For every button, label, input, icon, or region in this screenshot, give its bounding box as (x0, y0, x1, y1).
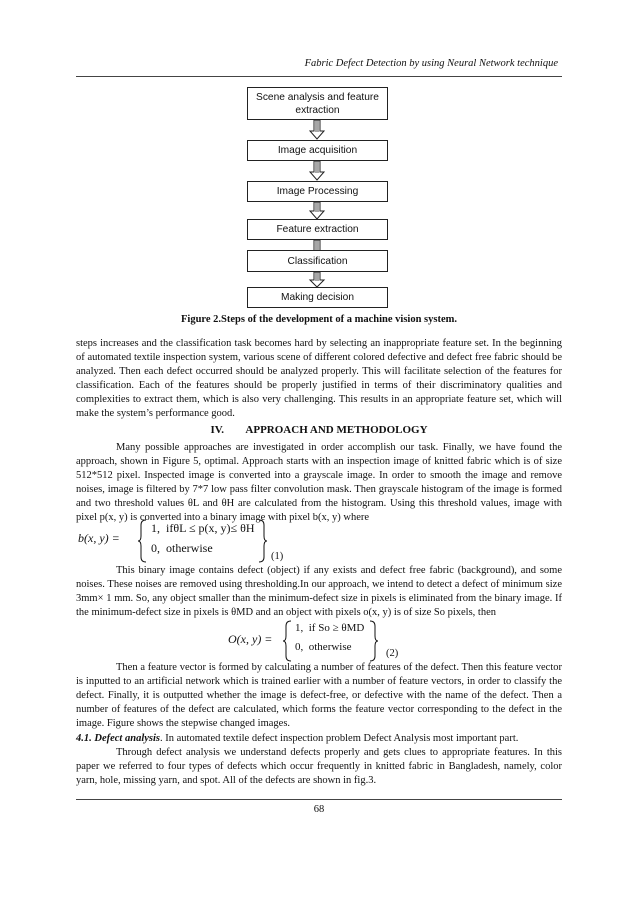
paragraph: This binary image contains defect (object) if any exists and defect free fabric (background), and some noises. These noises are removed using thresholding.In our approach, we intend to detect a defect of minimum size 3mm× 1 mm. So, any object smaller than the minimum-defect size in pixels is eliminated from the binary image. If the minimum-defect size in pixels is θMD and an object with pixels o(x, y) is of size So pixels, then (76, 565, 562, 619)
flow-step-feature-extraction: Feature extraction (247, 219, 388, 240)
equation-case-2: 0, otherwise (295, 641, 352, 653)
page-number: 68 (313, 804, 325, 815)
flow-step-image-acquisition: Image acquisition (247, 140, 388, 161)
paragraph-text: . In automated textile defect inspection problem Defect Analysis most important part. (160, 733, 519, 744)
left-brace-icon (282, 620, 292, 662)
equation-case-1: 1, if So ≥ θMD (295, 622, 365, 634)
down-arrow-icon (306, 272, 328, 288)
equation-number: (1) (271, 551, 284, 562)
right-brace-icon (258, 519, 268, 563)
equation-lhs: b(x, y) = (78, 531, 120, 545)
paragraph: Then a feature vector is formed by calculating a number of features of the defect. Then this feature vector is inputted to an artificial network which is trained earlier with a number of feature vectors, in order to classify the defect. Finally, it is outputted whether the image is defect-free, or defective with the name of the defect. Then a number of features of the defect are calculated, which forms the feature vector corresponding to the defect in the image. Figure shows the stepwise changed images. (76, 662, 562, 730)
flow-step-scene-analysis: Scene analysis and feature extraction (247, 87, 388, 120)
paragraph: steps increases and the classification task becomes hard by selecting an inappropriate feature set. In the beginning of automated textile inspection system, various scene of different colored defective and defect free fabric should be analyzed. Then each defect occurred should be analyzed properly. This will facilitate selection of the features for classification. Each of the features should be properly justified in terms of their discriminatory qualities and complexities to extract them, which is also very challenging. This results in an appropriate feature set, which will make the system’s performance good. (76, 338, 562, 420)
equation-case-1: 1, ifθL ≤ p(x, y)≤ θH (151, 521, 255, 535)
figure-caption: Figure 2.Steps of the development of a machine vision system. (181, 314, 457, 325)
subsection-heading: 4.1. Defect analysis (76, 733, 160, 744)
paragraph (76, 732, 562, 746)
equation-case-2: 0, otherwise (151, 541, 213, 555)
down-arrow-icon (306, 161, 328, 181)
down-arrow-icon (306, 202, 328, 220)
running-header: Fabric Defect Detection by using Neural Network technique (304, 58, 558, 69)
header-rule (76, 76, 562, 77)
paragraph: Many possible approaches are investigated in order accomplish our task. Finally, we have found the approach, shown in Figure 5, optimal. Approach starts with an inspection image of knitted fabric which is of size 512*512 pixel. Inspected image is converted into a grayscale image. In order to smooth the image and remove noises, image is filtered by 7*7 low pass filter convolution mask. Then grayscale histogram of the image is formed and two threshold values θL and θH are calculated from the histogram. Using this threshold values, image with pixel p(x, y) is converted into a binary image with pixel b(x, y) where (76, 442, 562, 524)
footer-rule (76, 799, 562, 800)
section-heading: IV. APPROACH AND METHODOLOGY (210, 424, 428, 436)
left-brace-icon (137, 519, 147, 563)
equation-number: (2) (386, 648, 399, 659)
flow-step-making-decision: Making decision (247, 287, 388, 308)
right-brace-icon (369, 620, 379, 662)
down-arrow-icon (306, 120, 328, 140)
flow-step-classification: Classification (247, 250, 388, 272)
flow-step-image-processing: Image Processing (247, 181, 388, 202)
paragraph: Through defect analysis we understand defects properly and gets clues to appropriate features. In this paper we referred to four types of defects which occur frequently in knitted fabric in Bangladesh, namely, color yarn, hole, missing yarn, and spot. All of the defects are shown in fig.3. (76, 747, 562, 787)
equation-lhs: O(x, y) = (228, 632, 273, 646)
